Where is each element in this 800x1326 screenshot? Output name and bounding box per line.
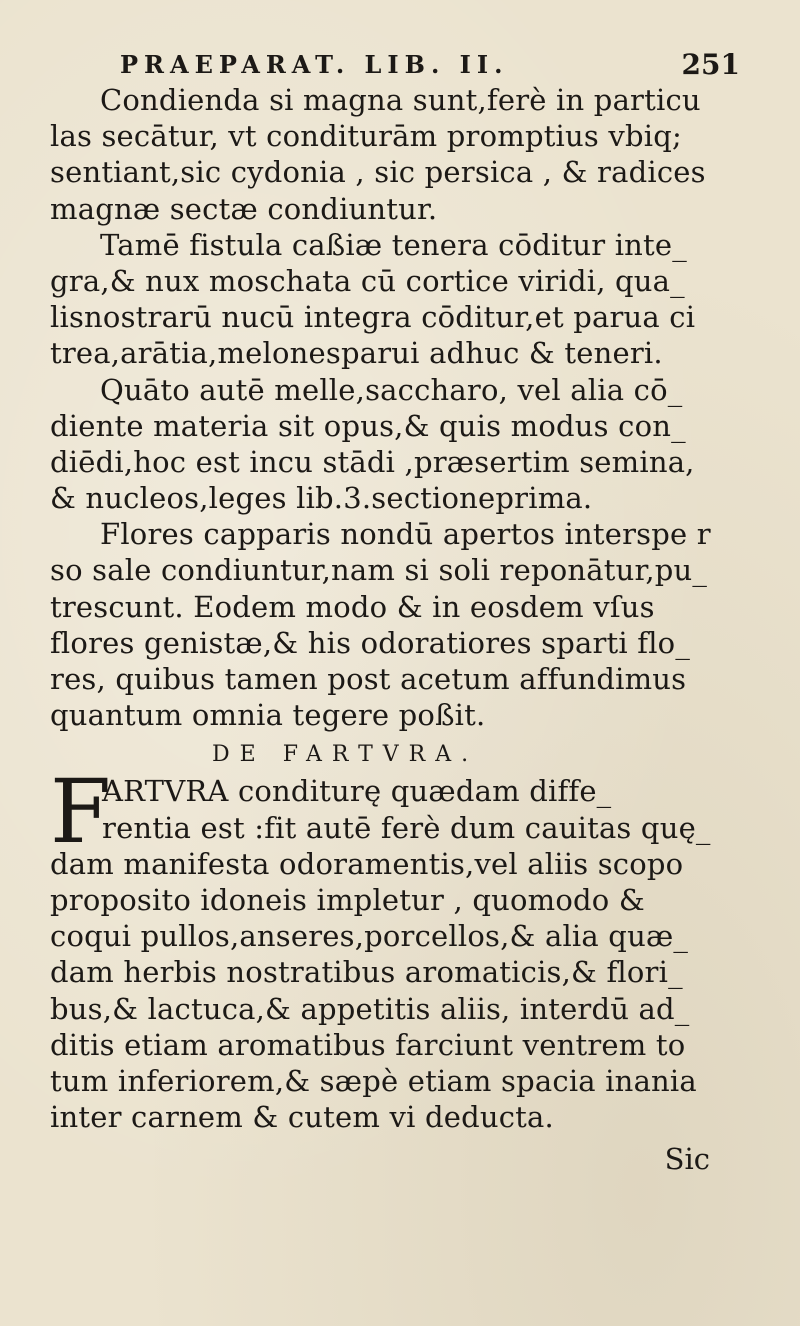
running-head [120, 46, 740, 86]
text-line: bus,& lactuca,& appetitis aliis, interdū ad_ [50, 991, 690, 1026]
text-line: trescunt. Eodem modo & in eosdem vſus [50, 589, 655, 624]
text-line: ARTVRA conditurę quædam diffe_ [102, 774, 612, 809]
text-line: las secātur, vt conditurām promptius vbiq; [50, 119, 682, 154]
text-line: trea,arātia,melonesparui adhuc & teneri. [50, 336, 663, 371]
paragraph-3 [50, 372, 750, 517]
text-line: & nucleos,leges lib.3.sectioneprima. [50, 481, 593, 516]
text-line: inter carnem & cutem vi deducta. [50, 1100, 554, 1135]
text-line: rentia est :fit autē ferè dum cauitas quę_ [102, 810, 711, 845]
text-line: diente materia sit opus,& quis modus con_ [50, 408, 686, 443]
drop-cap: F [50, 760, 112, 864]
text-line: magnæ sectæ condiuntur. [50, 191, 438, 226]
text-line: Condienda si magna sunt,ferè in particu [100, 83, 701, 117]
section-heading: DE FARTVRA. [212, 742, 479, 768]
text-line: sentiant,sic cydonia , sic persica , & radices [50, 155, 706, 190]
paragraph-1 [50, 82, 750, 227]
text-line: so sale condiuntur,nam si soli reponātur,pu_ [50, 553, 708, 588]
text-line: quantum omnia tegere poßit. [50, 698, 486, 733]
text-line: Tamē fistula caßiæ tenera cōditur inte_ [100, 227, 687, 262]
text-line: coqui pullos,anseres,porcellos,& alia quæ_ [50, 919, 689, 954]
text-line: proposito idoneis impletur , quomodo & [50, 882, 645, 917]
text-line: tum inferiorem,& sæpè etiam spacia inania [50, 1063, 697, 1098]
section-paragraph [50, 760, 750, 1135]
text-line: dam manifesta odoramentis,vel aliis scopo [50, 846, 684, 881]
text-line: lisnostrarū nucū integra cōditur,et parua ci [50, 300, 696, 335]
text-line: Flores capparis nondū apertos interspe r [100, 517, 711, 552]
text-line: diēdi,hoc est incu stādi ,præsertim semina, [50, 444, 695, 479]
catchword: Sic [664, 1142, 710, 1177]
text-line: gra,& nux moschata cū cortice viridi, qua_ [50, 263, 685, 298]
text-line: res, quibus tamen post acetum affundimus [50, 662, 687, 696]
paragraph-4 [50, 516, 750, 733]
page-number: 251 [681, 48, 740, 81]
text-line: ditis etiam aromatibus farciunt ventrem to [50, 1027, 686, 1062]
text-line: dam herbis nostratibus aromaticis,& flori_ [50, 955, 683, 990]
running-title: PRAEPARAT. LIB. II. [120, 50, 509, 79]
text-line: Quāto autē melle,saccharo, vel alia cō_ [100, 372, 683, 407]
text-line: flores genistæ,& his odoratiores sparti flo_ [50, 625, 691, 660]
text-block [50, 82, 750, 1179]
paragraph-2 [50, 227, 750, 372]
